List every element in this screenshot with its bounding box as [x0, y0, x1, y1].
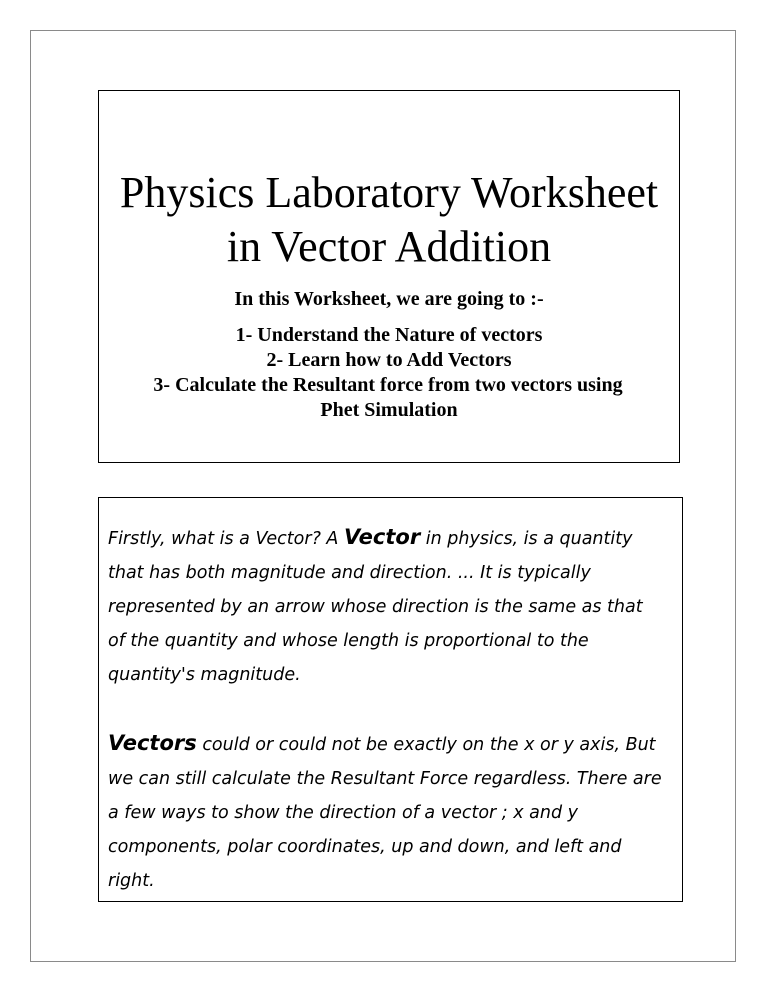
goal-item-2: 2- Learn how to Add Vectors: [266, 349, 512, 371]
definition-p1-body: in physics, is a quantity that has both magnitude and direction. ... It is typically represented by an arrow whose direction is the same as that of the quantity and whose length is proportional to the quantity's magnitude.: [108, 529, 643, 685]
goal-item-1: 1- Understand the Nature of vectors: [235, 324, 543, 346]
title-box: [98, 90, 680, 463]
definition-p1-intro: Firstly, what is a Vector? A: [108, 529, 344, 549]
intro-text: In this Worksheet, we are going to :-: [234, 288, 544, 310]
title-line-1: Physics Laboratory Worksheet: [119, 168, 659, 217]
goal-item-3: 3- Calculate the Resultant force from two vectors using: [153, 374, 623, 396]
goal-item-3-continued: Phet Simulation: [320, 399, 458, 421]
definition-p2-body: could or could not be exactly on the x or y axis, But we can still calculate the Resultant Force regardless. There are a few ways to show the direction of a vector ; x and y components, polar coordinates, up and down, and left and right.: [108, 735, 662, 891]
goals-list: [99, 323, 679, 423]
keyword-vector: Vector: [343, 525, 421, 549]
worksheet-title: [99, 166, 679, 274]
keyword-vectors: Vectors: [108, 731, 197, 755]
title-line-2: in Vector Addition: [226, 222, 552, 271]
definition-paragraph-2: [108, 726, 662, 898]
definition-paragraph-1: [108, 520, 662, 692]
definition-box: [98, 497, 683, 902]
